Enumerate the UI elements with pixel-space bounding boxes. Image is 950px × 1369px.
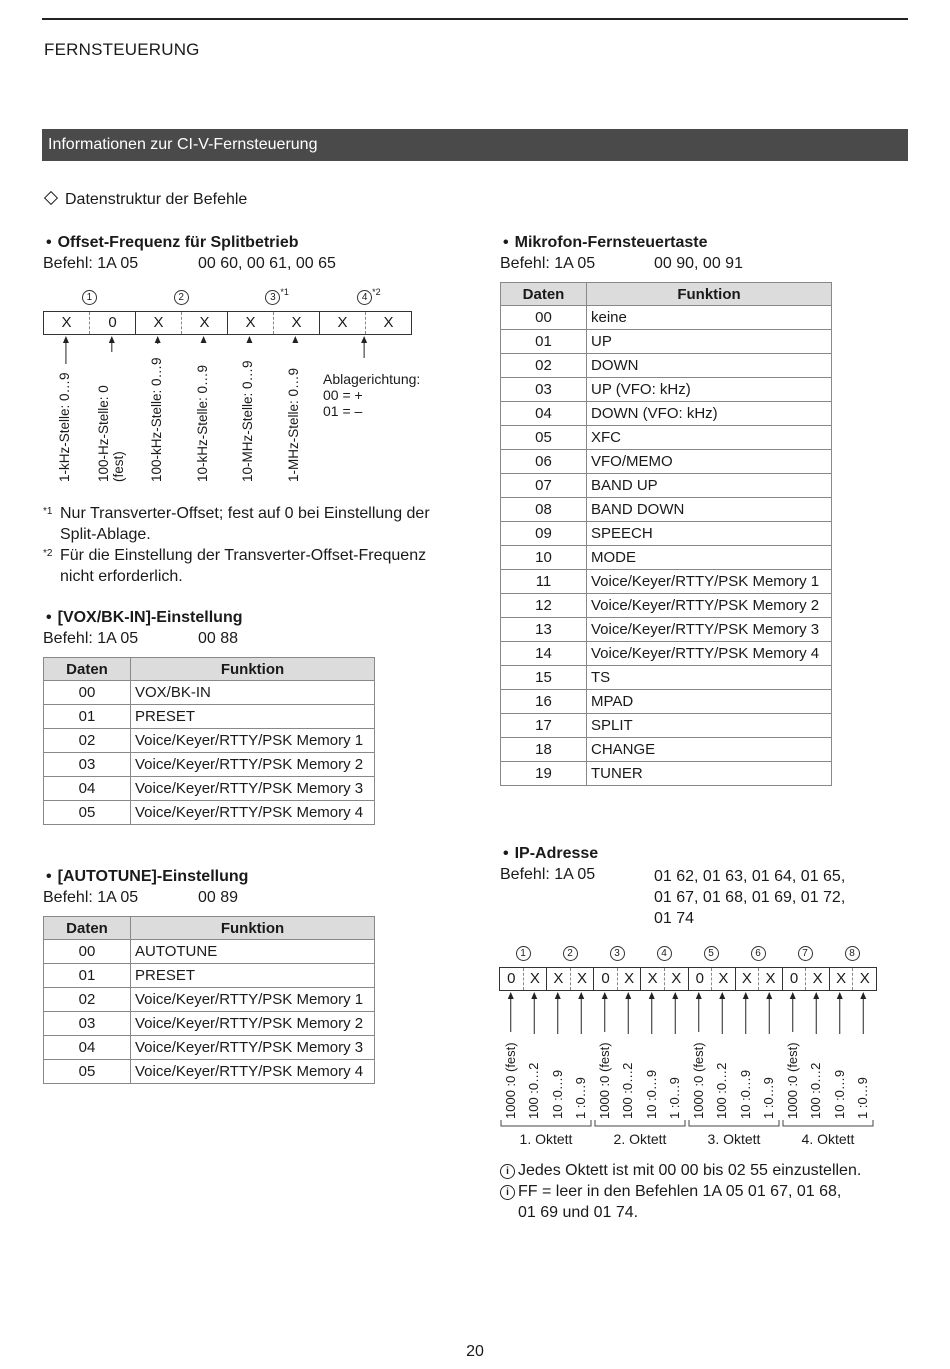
circled-number: 3 (610, 946, 625, 961)
digit-box: X (274, 312, 320, 334)
ip-digit-label: 1000 :0 (fest) (690, 1042, 706, 1119)
offset-arrow (292, 336, 298, 343)
ip-digit-label: 10 :0…9 (737, 1069, 753, 1119)
digit-label: 1-MHz-Stelle: 0…9 (286, 367, 302, 482)
funktion-cell: XFC (587, 426, 832, 450)
funktion-cell: UP (587, 330, 832, 354)
ip-digit-label: 100 :0…2 (620, 1062, 636, 1119)
ip-digit-label: 10 :0…9 (831, 1069, 847, 1119)
ip-arrow (578, 992, 584, 1034)
digit-box: 0 (689, 968, 713, 990)
daten-cell: 03 (44, 753, 131, 777)
direction-minus: 01 = – (323, 403, 363, 419)
octet-label: 3. Oktett (707, 1131, 761, 1147)
digit-box: X (136, 312, 182, 334)
digit-box: 0 (594, 968, 618, 990)
funktion-cell: DOWN (VFO: kHz) (587, 402, 832, 426)
mic-command: Befehl: 1A 05 (500, 255, 596, 272)
ip-arrow (555, 992, 561, 1034)
ip-digit-label: 100 :0…2 (714, 1062, 730, 1119)
offset-cmd-label: Befehl: 1A 05 (43, 255, 139, 272)
section-band: Informationen zur CI-V-Fernsteuerung (42, 129, 908, 161)
daten-cell: 05 (44, 801, 131, 825)
autotune-table (43, 916, 375, 1084)
funktion-cell: TUNER (587, 762, 832, 786)
daten-cell: 00 (501, 306, 587, 330)
circled-number: 2 (174, 290, 189, 305)
table-row (44, 681, 375, 705)
offset-arrow (63, 336, 69, 364)
autotune-title: • [AUTOTUNE]-Einstellung (46, 868, 249, 885)
digit-box: X (228, 312, 274, 334)
mic-table (500, 282, 832, 786)
table-row (501, 402, 832, 426)
funktion-cell: BAND UP (587, 474, 832, 498)
ip-digit-label: 1000 :0 (fest) (502, 1042, 518, 1119)
vox-command: Befehl: 1A 05 (43, 630, 139, 647)
note-1-text-cont: Split-Ablage. (60, 526, 151, 543)
ip-arrow (531, 992, 537, 1034)
daten-cell: 17 (501, 714, 587, 738)
digit-box: X (383, 314, 394, 331)
autotune-header-funktion: Funktion (131, 917, 375, 940)
table-row (44, 1036, 375, 1060)
digit-box: X (712, 968, 736, 990)
table-row (501, 738, 832, 762)
funktion-cell: Voice/Keyer/RTTY/PSK Memory 1 (131, 988, 375, 1012)
ip-arrow (696, 992, 702, 1032)
autotune-title-text: [AUTOTUNE]-Einstellung (57, 868, 249, 885)
daten-cell: 10 (501, 546, 587, 570)
note-2 (43, 545, 463, 587)
ip-title: • IP-Adresse (503, 845, 599, 862)
table-row (501, 762, 832, 786)
daten-cell: 13 (501, 618, 587, 642)
daten-cell: 15 (501, 666, 587, 690)
offset-arrow (201, 336, 207, 343)
ip-codes-line-1: 01 62, 01 63, 01 64, 01 65, (654, 868, 846, 885)
table-row (501, 354, 832, 378)
funktion-cell: UP (VFO: kHz) (587, 378, 832, 402)
digit-box: X (759, 968, 783, 990)
funktion-cell: Voice/Keyer/RTTY/PSK Memory 3 (587, 618, 832, 642)
info-icon: i (500, 1164, 515, 1179)
offset-arrow (246, 336, 252, 343)
ip-digit-label: 1 :0…9 (573, 1077, 589, 1119)
daten-cell: 14 (501, 642, 587, 666)
table-row (44, 1012, 375, 1036)
funktion-cell: TS (587, 666, 832, 690)
funktion-cell: VOX/BK-IN (131, 681, 375, 705)
table-row (44, 729, 375, 753)
digit-box: X (182, 312, 228, 334)
funktion-cell: MPAD (587, 690, 832, 714)
table-row (501, 426, 832, 450)
octet-bracket (501, 1120, 591, 1126)
table-row (44, 705, 375, 729)
table-row (501, 522, 832, 546)
note-1-text: Nur Transverter-Offset; fest auf 0 bei Einstellung der (60, 505, 430, 522)
autotune-command: Befehl: 1A 05 (43, 889, 139, 906)
ip-arrow (860, 992, 866, 1034)
digit-label: 10-MHz-Stelle: 0…9 (240, 360, 256, 482)
digit-label: (fest) (110, 451, 126, 482)
daten-cell: 04 (501, 402, 587, 426)
daten-cell: 09 (501, 522, 587, 546)
offset-command (43, 255, 138, 273)
direction-plus: 00 = + (323, 387, 363, 403)
table-row (501, 690, 832, 714)
digit-label: 100-Hz-Stelle: 0 (95, 385, 111, 482)
vox-table (43, 657, 375, 825)
octet-bracket (595, 1120, 685, 1126)
table-row (501, 330, 832, 354)
funktion-cell: DOWN (587, 354, 832, 378)
funktion-cell: BAND DOWN (587, 498, 832, 522)
table-row (501, 642, 832, 666)
ip-digit-label: 10 :0…9 (643, 1069, 659, 1119)
daten-cell: 11 (501, 570, 587, 594)
ip-note-2-text: FF = leer in den Befehlen 1A 05 01 67, 01 68, (518, 1183, 842, 1200)
ip-arrow (743, 992, 749, 1034)
autotune-codes: 00 89 (198, 889, 239, 906)
circled-number: 3 (265, 290, 280, 305)
daten-cell: 08 (501, 498, 587, 522)
daten-cell: 00 (44, 681, 131, 705)
mic-header-daten: Daten (501, 283, 587, 306)
offset-title-text: Offset-Frequenz für Splitbetrieb (57, 234, 299, 251)
table-row (501, 378, 832, 402)
funktion-cell: PRESET (131, 964, 375, 988)
daten-cell: 05 (44, 1060, 131, 1084)
vox-header-daten: Daten (44, 658, 131, 681)
ip-notes (500, 1160, 920, 1223)
funktion-cell: VFO/MEMO (587, 450, 832, 474)
offset-arrow (155, 336, 161, 344)
digit-box: X (806, 968, 830, 990)
ip-arrow (625, 992, 631, 1034)
ip-digit-label: 100 :0…2 (808, 1062, 824, 1119)
funktion-cell: Voice/Keyer/RTTY/PSK Memory 2 (587, 594, 832, 618)
octet-label: 4. Oktett (801, 1131, 855, 1147)
digit-label: 1-kHz-Stelle: 0…9 (56, 372, 72, 482)
daten-cell: 04 (44, 1036, 131, 1060)
digit-box: X (830, 968, 854, 990)
table-row (501, 618, 832, 642)
digit-box: X (641, 968, 665, 990)
funktion-cell: CHANGE (587, 738, 832, 762)
ip-codes-line-2: 01 67, 01 68, 01 69, 01 72, (654, 889, 846, 906)
circled-number: 1 (82, 290, 97, 305)
ip-digit-label: 1000 :0 (fest) (784, 1042, 800, 1119)
vox-title-text: [VOX/BK-IN]-Einstellung (57, 609, 243, 626)
diamond-icon (44, 191, 58, 205)
daten-cell: 12 (501, 594, 587, 618)
ip-arrow (508, 992, 514, 1032)
ip-arrow (766, 992, 772, 1034)
digit-box: X (524, 968, 548, 990)
mic-codes: 00 90, 00 91 (654, 255, 743, 272)
funktion-cell: Voice/Keyer/RTTY/PSK Memory 2 (131, 753, 375, 777)
ip-arrow (837, 992, 843, 1034)
ip-note-2-text-cont: 01 69 und 01 74. (518, 1204, 639, 1221)
daten-cell: 03 (501, 378, 587, 402)
digit-box: X (571, 968, 595, 990)
funktion-cell: Voice/Keyer/RTTY/PSK Memory 4 (131, 801, 375, 825)
ip-arrow (719, 992, 725, 1034)
direction-legend (323, 371, 420, 419)
digit-box: X (320, 312, 366, 334)
table-row (501, 594, 832, 618)
table-row (44, 940, 375, 964)
structure-heading-text: Datenstruktur der Befehle (65, 191, 248, 208)
funktion-cell: Voice/Keyer/RTTY/PSK Memory 4 (587, 642, 832, 666)
ip-arrow (813, 992, 819, 1034)
daten-cell: 02 (44, 729, 131, 753)
circled-number: 4 (357, 290, 372, 305)
table-row (501, 306, 832, 330)
info-icon: i (500, 1185, 515, 1200)
daten-cell: 03 (44, 1012, 131, 1036)
circled-number: 8 (845, 946, 860, 961)
table-row (44, 964, 375, 988)
digit-box: X (44, 312, 90, 334)
circled-number: 5 (704, 946, 719, 961)
octet-label: 2. Oktett (613, 1131, 667, 1147)
ip-codes-line-3: 01 74 (654, 910, 695, 927)
funktion-cell: SPEECH (587, 522, 832, 546)
funktion-cell: keine (587, 306, 832, 330)
ip-digit-label: 10 :0…9 (549, 1069, 565, 1119)
note-1-mark: *1 (43, 506, 53, 517)
octet-bracket (783, 1120, 873, 1126)
table-row (501, 666, 832, 690)
daten-cell: 02 (501, 354, 587, 378)
digit-box: 0 (90, 312, 136, 334)
direction-label: Ablagerichtung: (323, 371, 421, 387)
vox-title: • [VOX/BK-IN]-Einstellung (46, 609, 243, 626)
octet-bracket (689, 1120, 779, 1126)
circled-number: 7 (798, 946, 813, 961)
digit-box: X (859, 970, 870, 987)
ip-note-1 (500, 1160, 920, 1181)
daten-cell: 00 (44, 940, 131, 964)
funktion-cell: SPLIT (587, 714, 832, 738)
ip-digit-label: 1000 :0 (fest) (596, 1042, 612, 1119)
note-2-text-cont: nicht erforderlich. (60, 568, 183, 585)
table-row (501, 498, 832, 522)
funktion-cell: PRESET (131, 705, 375, 729)
ip-arrow (672, 992, 678, 1034)
digit-box: X (618, 968, 642, 990)
ip-arrow (602, 992, 608, 1032)
footnote-mark: *2 (372, 287, 381, 297)
ip-digit-label: 1 :0…9 (667, 1077, 683, 1119)
digit-box: X (547, 968, 571, 990)
funktion-cell: MODE (587, 546, 832, 570)
table-row (501, 474, 832, 498)
table-row (44, 1060, 375, 1084)
daten-cell: 01 (501, 330, 587, 354)
ip-digit-label: 1 :0…9 (761, 1077, 777, 1119)
offset-arrow (361, 336, 367, 358)
funktion-cell: Voice/Keyer/RTTY/PSK Memory 4 (131, 1060, 375, 1084)
funktion-cell: Voice/Keyer/RTTY/PSK Memory 1 (131, 729, 375, 753)
offset-notes (43, 503, 463, 587)
offset-title: • Offset-Frequenz für Splitbetrieb (46, 234, 299, 251)
funktion-cell: Voice/Keyer/RTTY/PSK Memory 1 (587, 570, 832, 594)
table-row (44, 988, 375, 1012)
daten-cell: 01 (44, 964, 131, 988)
mic-header-funktion: Funktion (587, 283, 832, 306)
ip-command: Befehl: 1A 05 (500, 866, 596, 883)
chapter-title: FERNSTEUERUNG (44, 40, 200, 59)
ip-note-1-text: Jedes Oktett ist mit 00 00 bis 02 55 einzustellen. (518, 1162, 862, 1179)
mic-title-text: Mikrofon-Fernsteuertaste (514, 234, 708, 251)
daten-cell: 18 (501, 738, 587, 762)
offset-codes: 00 60, 00 61, 00 65 (198, 255, 336, 272)
digit-box: 0 (500, 968, 524, 990)
vox-header-funktion: Funktion (131, 658, 375, 681)
octet-label: 1. Oktett (519, 1131, 573, 1147)
ip-arrow (649, 992, 655, 1034)
daten-cell: 06 (501, 450, 587, 474)
digit-label: 10-kHz-Stelle: 0…9 (194, 364, 210, 482)
page-number: 20 (466, 1343, 484, 1360)
ip-digit-label: 1 :0…9 (855, 1077, 871, 1119)
daten-cell: 05 (501, 426, 587, 450)
note-2-text: Für die Einstellung der Transverter-Offset-Frequenz (60, 547, 427, 564)
digit-box: 0 (783, 968, 807, 990)
digit-label: 100-kHz-Stelle: 0…9 (148, 357, 164, 482)
funktion-cell: Voice/Keyer/RTTY/PSK Memory 2 (131, 1012, 375, 1036)
funktion-cell: Voice/Keyer/RTTY/PSK Memory 3 (131, 777, 375, 801)
ip-note-2 (500, 1181, 920, 1202)
daten-cell: 04 (44, 777, 131, 801)
daten-cell: 16 (501, 690, 587, 714)
autotune-header-daten: Daten (44, 917, 131, 940)
table-row (501, 714, 832, 738)
table-row (501, 450, 832, 474)
funktion-cell: Voice/Keyer/RTTY/PSK Memory 3 (131, 1036, 375, 1060)
circled-number: 2 (563, 946, 578, 961)
table-row (44, 801, 375, 825)
digit-box: X (665, 968, 689, 990)
ip-diagram (499, 942, 877, 1157)
table-row (44, 753, 375, 777)
daten-cell: 02 (44, 988, 131, 1012)
footnote-mark: *1 (280, 287, 289, 297)
daten-cell: 19 (501, 762, 587, 786)
offset-diagram (43, 286, 421, 486)
table-row (501, 570, 832, 594)
circled-number: 1 (516, 946, 531, 961)
ip-arrows (499, 942, 877, 1157)
top-rule (42, 18, 908, 20)
circled-number: 4 (657, 946, 672, 961)
ip-arrow (790, 992, 796, 1032)
note-1 (43, 503, 463, 545)
structure-heading (44, 191, 247, 209)
ip-title-text: IP-Adresse (514, 845, 599, 862)
ip-codes (654, 866, 845, 929)
circled-number: 6 (751, 946, 766, 961)
offset-arrow (109, 336, 115, 352)
daten-cell: 07 (501, 474, 587, 498)
funktion-cell: AUTOTUNE (131, 940, 375, 964)
mic-title: • Mikrofon-Fernsteuertaste (503, 234, 708, 251)
daten-cell: 01 (44, 705, 131, 729)
ip-digit-label: 100 :0…2 (526, 1062, 542, 1119)
digit-box: X (736, 968, 760, 990)
table-row (44, 777, 375, 801)
table-row (501, 546, 832, 570)
note-2-mark: *2 (43, 548, 53, 559)
vox-codes: 00 88 (198, 630, 239, 647)
